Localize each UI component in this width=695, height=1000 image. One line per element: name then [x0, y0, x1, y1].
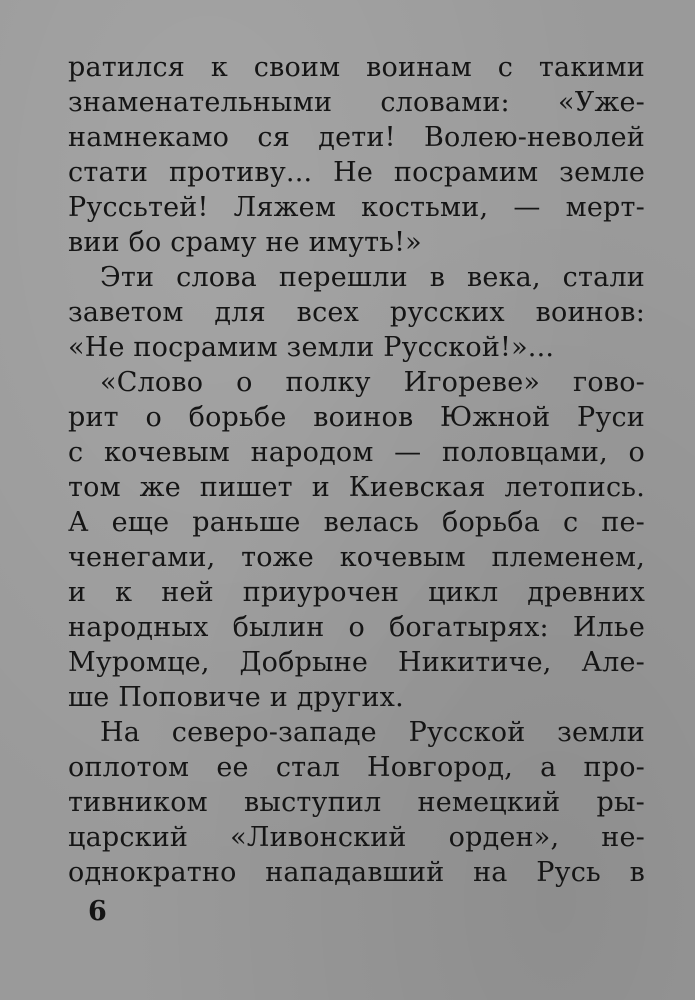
text-line: том же пишет и Киевская летопись. [68, 472, 645, 503]
text-line: намнекамо ся дети! Волею-неволей [68, 122, 645, 153]
text-line: однократно нападавший на Русь в [68, 857, 645, 888]
text-line: тивником выступил немецкий ры- [68, 787, 645, 818]
text-line: вии бо сраму не имуть!» [68, 227, 422, 258]
text-line: Руссьтей! Ляжем костьми, — мерт- [68, 192, 645, 223]
text-line: знаменательными словами: «Уже- [68, 87, 645, 118]
text-line: «Не посрамим земли Русской!»... [68, 332, 555, 363]
text-line: Муромце, Добрыне Никитиче, Але- [68, 647, 645, 678]
text-line: стати противу... Не посрамим земле [68, 157, 645, 188]
paragraph-first-line: На северо-западе Русской земли [100, 717, 645, 748]
text-line: ше Поповиче и других. [68, 682, 404, 713]
text-line: царский «Ливонский орден», не- [68, 822, 645, 853]
text-line: с кочевым народом — половцами, о [68, 437, 645, 468]
text-line: оплотом ее стал Новгород, а про- [68, 752, 645, 783]
text-line: народных былин о богатырях: Илье [68, 612, 645, 643]
page-number: 6 [88, 896, 107, 927]
paragraph-first-line: «Слово о полку Игореве» гово- [100, 367, 645, 398]
text-line: заветом для всех русских воинов: [68, 297, 645, 328]
text-line: рит о борьбе воинов Южной Руси [68, 402, 645, 433]
paragraph-first-line: Эти слова перешли в века, стали [100, 262, 645, 293]
text-line: ратился к своим воинам с такими [68, 52, 645, 83]
text-line: и к ней приурочен цикл древних [68, 577, 645, 608]
text-line: А еще раньше велась борьба с пе- [68, 507, 645, 538]
text-line: ченегами, тоже кочевым племенем, [68, 542, 645, 573]
